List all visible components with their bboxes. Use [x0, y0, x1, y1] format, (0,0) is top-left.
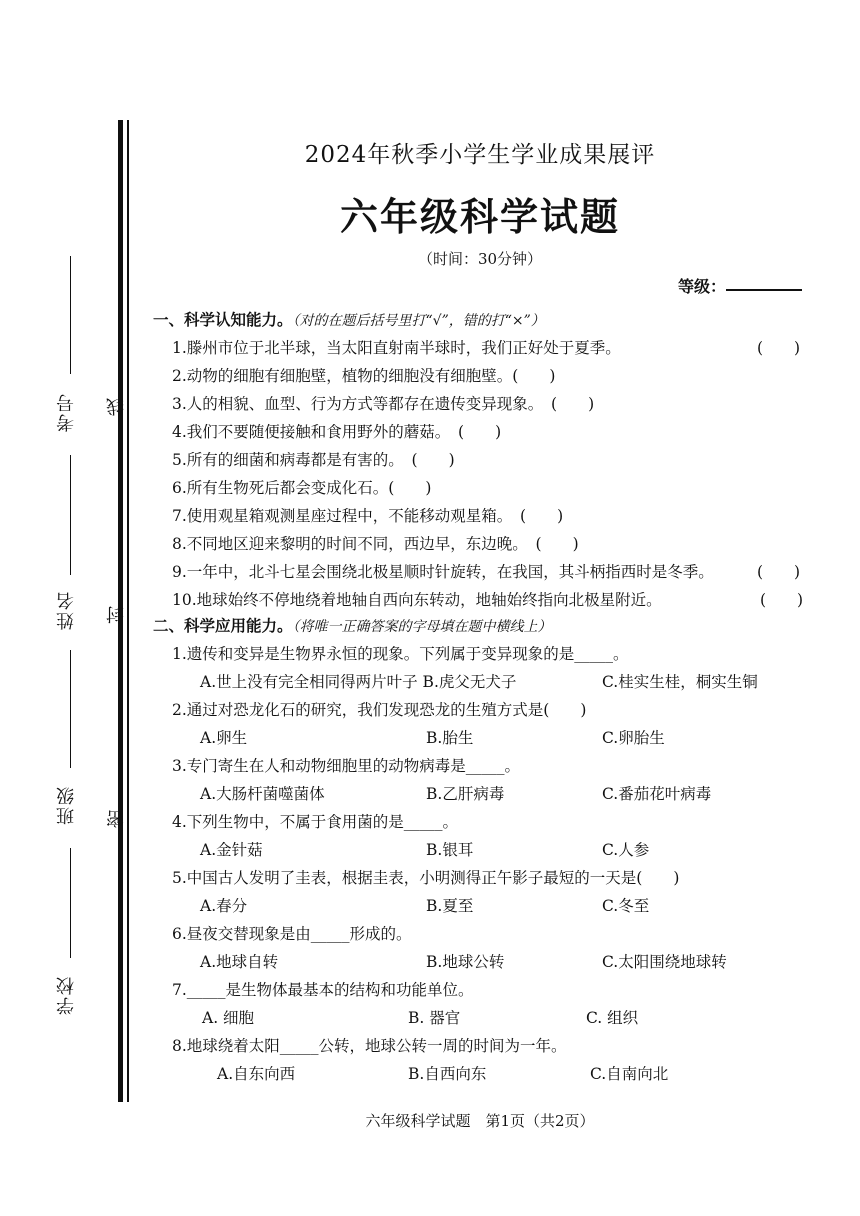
s2-q6-option-a: A.地球自转	[200, 953, 279, 971]
s2-q3-option-b: B.乙肝病毒	[426, 785, 505, 803]
s1-q4: 4.我们不要随便接触和食用野外的蘑菇。 ( )	[172, 423, 502, 441]
s2-q1-option-c: C.桂实生桂，桐实生铜	[602, 673, 758, 691]
section1-title	[153, 308, 545, 330]
s2-q5-option-a: A.春分	[200, 897, 248, 915]
field-line-class[interactable]	[70, 650, 71, 768]
s1-q2: 2.动物的细胞有细胞壁，植物的细胞没有细胞壁。( )	[172, 367, 556, 385]
subject-title: 六年级科学试题	[339, 194, 620, 239]
s2-q5-option-c: C.冬至	[602, 897, 650, 915]
s2-q7-option-a: A. 细胞	[202, 1009, 255, 1027]
s2-q2: 2.通过对恐龙化石的研究，我们发现恐龙的生殖方式是( )	[172, 701, 587, 719]
s1-q7: 7.使用观星箱观测星座过程中，不能移动观星箱。 ( )	[172, 507, 564, 525]
field-line-exam-number[interactable]	[70, 256, 71, 374]
s1-q5: 5.所有的细菌和病毒都是有害的。 ( )	[172, 451, 455, 469]
s2-q3-option-c: C.番茄花叶病毒	[602, 785, 712, 803]
s2-q4: 4.下列生物中，不属于食用菌的是_____。	[172, 813, 459, 831]
page-footer: 六年级科学试题 第1页（共2页）	[365, 1112, 595, 1130]
s2-q7-option-b: B. 器官	[408, 1009, 461, 1027]
s2-q8-option-b: B.自西向东	[408, 1065, 487, 1083]
binding-char-seal: 封	[106, 606, 127, 624]
section2-title	[153, 614, 552, 636]
field-line-name[interactable]	[70, 455, 71, 575]
s1-q8: 8.不同地区迎来黎明的时间不同，西边早，东边晚。 ( )	[172, 535, 579, 553]
section1-heading: 一、科学认知能力。	[153, 310, 293, 329]
section2-note: （将唯一正确答案的字母填在题中横线上）	[292, 619, 552, 635]
s2-q8: 8.地球绕着太阳_____公转，地球公转一周的时间为一年。	[172, 1037, 567, 1055]
s2-q8-option-a: A.自东向西	[217, 1065, 296, 1083]
s2-q1-option-ab: A.世上没有完全相同得两片叶子 B.虎父无犬子	[200, 673, 517, 691]
s2-q7-option-c: C. 组织	[586, 1009, 639, 1027]
section1-note: （对的在题后括号里打“√”，错的打“×”）	[292, 313, 545, 329]
s1-q1-answer[interactable]: ( )	[757, 339, 801, 357]
field-line-school[interactable]	[70, 848, 71, 958]
s1-q9-answer[interactable]: ( )	[757, 563, 801, 581]
s2-q2-option-c: C.卵胎生	[602, 729, 665, 747]
s2-q5: 5.中国古人发明了圭表，根据圭表，小明测得正午影子最短的一天是( )	[172, 869, 680, 887]
s1-q10-answer[interactable]: ( )	[760, 591, 804, 609]
s2-q7: 7._____是生物体最基本的结构和功能单位。	[172, 981, 474, 999]
section2-heading: 二、科学应用能力。	[153, 616, 293, 635]
grade-label: 等级：	[678, 277, 727, 296]
s1-q9: 9.一年中，北斗七星会围绕北极星顺时针旋转，在我国，其斗柄指西时是冬季。	[172, 563, 714, 581]
s2-q4-option-a: A.金针菇	[200, 841, 263, 859]
binding-char-secret: 密	[106, 810, 127, 828]
s2-q6: 6.昼夜交替现象是由_____形成的。	[172, 925, 412, 943]
s2-q5-option-b: B.夏至	[426, 897, 474, 915]
time-note: （时间：30分钟）	[417, 250, 543, 268]
exam-title: 2024年秋季小学生学业成果展评	[304, 142, 656, 168]
s1-q1: 1.滕州市位于北半球，当太阳直射南半球时，我们正好处于夏季。	[172, 339, 621, 357]
s2-q4-option-c: C.人参	[602, 841, 650, 859]
s1-q10: 10.地球始终不停地绕着地轴自西向东转动，地轴始终指向北极星附近。	[172, 591, 662, 609]
field-label-school: 学校	[56, 975, 77, 1015]
field-label-exam-number: 考号	[56, 392, 77, 432]
s2-q6-option-b: B.地球公转	[426, 953, 505, 971]
s2-q4-option-b: B.银耳	[426, 841, 474, 859]
s2-q2-option-a: A.卵生	[200, 729, 248, 747]
field-label-class: 班级	[56, 785, 77, 825]
s1-q3: 3.人的相貌、血型、行为方式等都存在遗传变异现象。 ( )	[172, 395, 595, 413]
s2-q3: 3.专门寄生在人和动物细胞里的动物病毒是_____。	[172, 757, 521, 775]
s2-q2-option-b: B.胎生	[426, 729, 474, 747]
s2-q6-option-c: C.太阳围绕地球转	[602, 953, 727, 971]
binding-char-line: 线	[106, 398, 127, 416]
s2-q3-option-a: A.大肠杆菌噬菌体	[200, 785, 325, 803]
s2-q1: 1.遗传和变异是生物界永恒的现象。下列属于变异现象的是_____。	[172, 645, 629, 663]
s2-q8-option-c: C.自南向北	[590, 1065, 669, 1083]
s1-q6: 6.所有生物死后都会变成化石。( )	[172, 479, 432, 497]
grade-blank[interactable]	[726, 289, 802, 291]
field-label-name: 姓名	[56, 590, 77, 630]
